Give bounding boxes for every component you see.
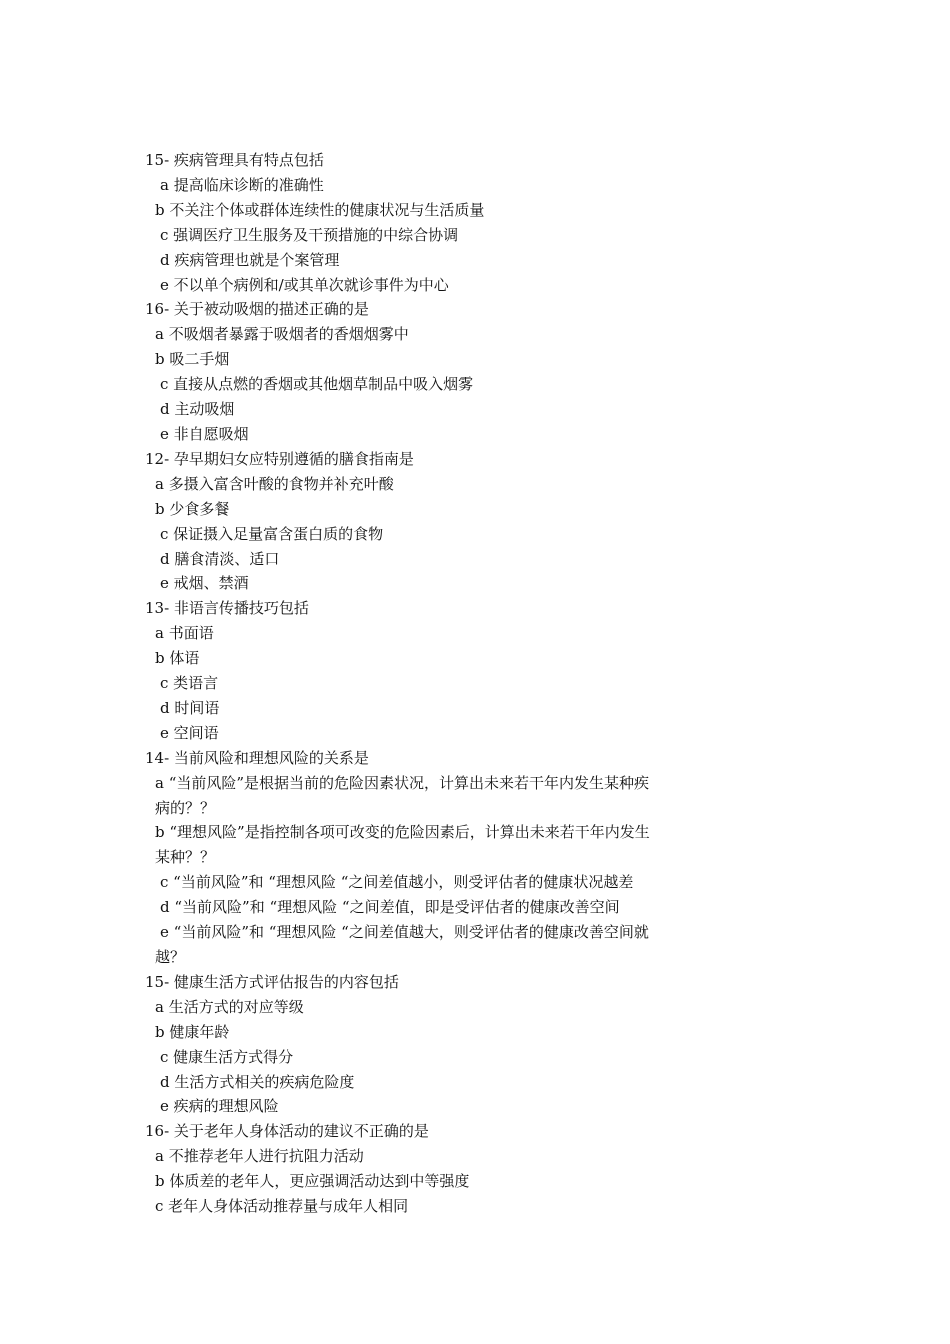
option-b: b 不关注个体或群体连续性的健康状况与生活质量 bbox=[155, 200, 485, 219]
option-c: c 类语言 bbox=[160, 674, 219, 693]
option-b: b 体语 bbox=[155, 649, 200, 668]
option-a: a 不推荐老年人进行抗阻力活动 bbox=[155, 1147, 364, 1166]
question-stem: 15- 疾病管理具有特点包括 bbox=[145, 151, 324, 169]
option-c: c 强调医疗卫生服务及干预措施的中综合协调 bbox=[160, 225, 459, 244]
option-a-continuation: 病的？？ bbox=[155, 798, 216, 817]
option-e: e 戒烟、禁酒 bbox=[160, 574, 249, 593]
option-a: a 生活方式的对应等级 bbox=[155, 997, 304, 1016]
option-b-continuation: 某种？？ bbox=[155, 848, 216, 867]
option-d: d 膳食清淡、适口 bbox=[160, 549, 280, 568]
option-a: a 书面语 bbox=[155, 624, 214, 643]
question-stem: 16- 关于被动吸烟的描述正确的是 bbox=[145, 300, 369, 319]
option-c: c 健康生活方式得分 bbox=[160, 1047, 294, 1066]
option-b: b 吸二手烟 bbox=[155, 350, 230, 369]
option-c: c “当前风险”和 “理想风险 “之间差值越小，则受评估者的健康状况越差 bbox=[160, 873, 634, 892]
option-b: b 体质差的老年人，更应强调活动达到中等强度 bbox=[155, 1172, 470, 1191]
question-stem: 13- 非语言传播技巧包括 bbox=[145, 599, 309, 618]
option-d: d 疾病管理也就是个案管理 bbox=[160, 250, 340, 269]
option-b: b “理想风险”是指控制各项可改变的危险因素后，计算出未来若干年内发生 bbox=[155, 823, 650, 842]
option-e: e 不以单个病例和/或其单次就诊事件为中心 bbox=[160, 275, 449, 294]
question-list bbox=[145, 148, 745, 1219]
option-d: d “当前风险”和 “理想风险 “之间差值，即是受评估者的健康改善空间 bbox=[160, 898, 620, 917]
option-d: d 主动吸烟 bbox=[160, 400, 235, 419]
option-d: d 时间语 bbox=[160, 698, 220, 717]
question-stem: 12- 孕早期妇女应特别遵循的膳食指南是 bbox=[145, 449, 414, 468]
option-e: e 疾病的理想风险 bbox=[160, 1097, 279, 1116]
option-a: a “当前风险”是根据当前的危险因素状况，计算出未来若干年内发生某种疾 bbox=[155, 773, 650, 792]
option-a: a 提高临床诊断的准确性 bbox=[160, 175, 324, 194]
option-e-continuation: 越？ bbox=[155, 948, 186, 966]
option-c: c 直接从点燃的香烟或其他烟草制品中吸入烟雾 bbox=[160, 375, 474, 394]
option-b: b 健康年龄 bbox=[155, 1022, 230, 1041]
question-stem: 14- 当前风险和理想风险的关系是 bbox=[145, 748, 369, 767]
option-b: b 少食多餐 bbox=[155, 499, 230, 518]
option-a: a 多摄入富含叶酸的食物并补充叶酸 bbox=[155, 474, 394, 493]
option-e: e 非自愿吸烟 bbox=[160, 424, 249, 443]
option-d: d 生活方式相关的疾病危险度 bbox=[160, 1072, 355, 1091]
question-stem: 15- 健康生活方式评估报告的内容包括 bbox=[145, 972, 399, 991]
option-c: c 老年人身体活动推荐量与成年人相同 bbox=[155, 1197, 409, 1216]
question-stem: 16- 关于老年人身体活动的建议不正确的是 bbox=[145, 1122, 429, 1141]
option-a: a 不吸烟者暴露于吸烟者的香烟烟雾中 bbox=[155, 325, 409, 344]
option-c: c 保证摄入足量富含蛋白质的食物 bbox=[160, 524, 384, 543]
option-e: e 空间语 bbox=[160, 723, 219, 742]
option-e: e “当前风险”和 “理想风险 “之间差值越大，则受评估者的健康改善空间就 bbox=[160, 923, 649, 942]
